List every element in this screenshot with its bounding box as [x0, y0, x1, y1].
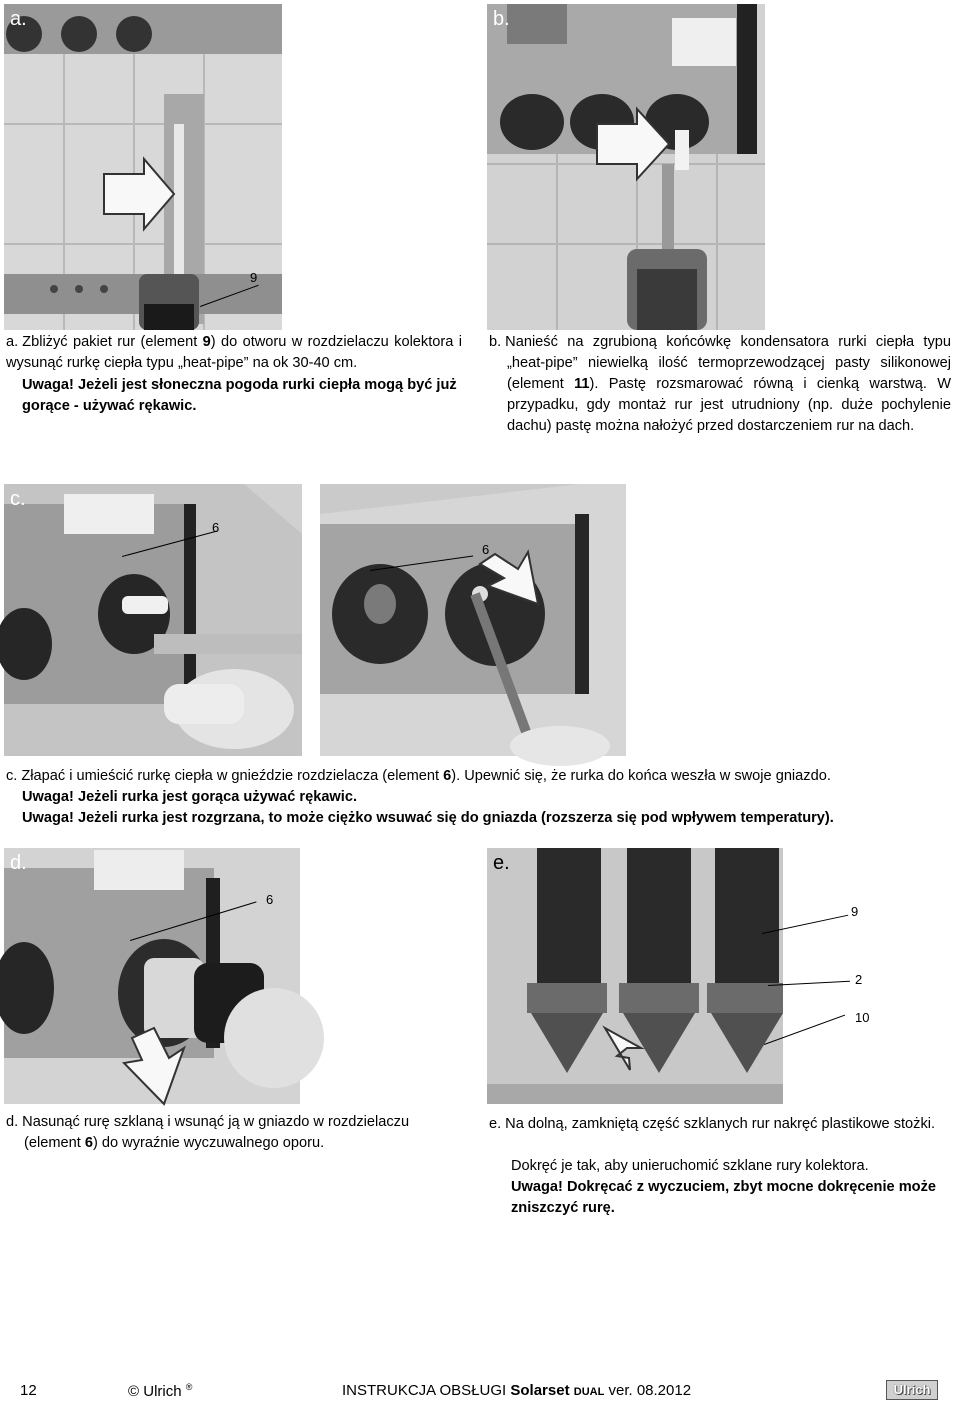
- callout-9: 9: [851, 904, 859, 919]
- photo-c-right-image: [320, 484, 626, 756]
- caption-d-text-post: ) do wyraźnie wyczuwalnego oporu.: [92, 1135, 325, 1151]
- footer-brand: Ulrich: [143, 1383, 182, 1400]
- caption-e-warning-text: Uwaga! Dokręcać z wyczuciem, zbyt mocne dokręcenie może zniszczyć rurę.: [511, 1179, 936, 1216]
- photo-c-letter: c.: [10, 488, 26, 510]
- caption-d-element-number: 6: [84, 1135, 93, 1151]
- page-number: 12: [20, 1382, 37, 1399]
- ulrich-logo: Ulrich: [886, 1380, 938, 1400]
- photo-d: [4, 848, 300, 1104]
- caption-c-text-post: ). Upewnić się, że rurka do końca weszła w swoje gniazdo.: [451, 768, 831, 784]
- registered-mark: ®: [185, 1382, 193, 1392]
- caption-c-warning-2-text: Uwaga! Jeżeli rurka jest rozgrzana, to może ciężko wsuwać się do gniazda (rozszerza się pod wpływem temperatury).: [22, 810, 834, 826]
- caption-d: [6, 1112, 466, 1154]
- caption-d-lead: d.: [6, 1114, 19, 1130]
- footer-product-suffix: DUAL: [573, 1386, 605, 1398]
- photo-c-right: [320, 484, 626, 756]
- photo-c-left-image: [4, 484, 302, 756]
- caption-e-lead: e.: [489, 1116, 502, 1132]
- caption-c-warning-2: [22, 808, 960, 829]
- callout-6: 6: [482, 542, 490, 557]
- photo-c-left: [4, 484, 302, 756]
- caption-a-text-post: ) do otworu w rozdzielaczu kolektora i wysunąć rurkę ciepła typu „heat-pipe” na ok 30-40 cm.: [6, 334, 462, 371]
- callout-10: 10: [855, 1010, 870, 1025]
- caption-c-warning-1: [22, 787, 952, 808]
- photo-e: [487, 848, 870, 1104]
- photo-d-letter: d.: [10, 852, 27, 874]
- footer-product: Solarset: [510, 1382, 570, 1399]
- caption-a-warning-text: Uwaga! Jeżeli jest słoneczna pogoda rurki ciepła mogą być już gorące - używać rękawic.: [22, 377, 457, 414]
- photo-a-letter: a.: [10, 8, 27, 30]
- caption-c: [6, 766, 956, 787]
- copyright-symbol: ©: [128, 1383, 140, 1400]
- photo-a: [4, 4, 282, 330]
- caption-c-warning-1-text: Uwaga! Jeżeli rurka jest gorąca używać rękawic.: [22, 789, 358, 805]
- caption-c-element-number: 6: [443, 768, 452, 784]
- callout-6: 6: [212, 520, 220, 535]
- callout-9: 9: [250, 270, 258, 285]
- caption-a-element-number: 9: [202, 334, 211, 350]
- caption-b-text-pre: Nanieść na zgrubioną końcówkę kondensatora rurki ciepła typu „heat-pipe” niewielką ilość termoprzewodzącej pasty silikonowej (element: [505, 334, 951, 392]
- caption-a-lead: a.: [6, 334, 19, 350]
- caption-e-text-1: Na dolną, zamkniętą część szklanych rur nakręć plastikowe stożki.: [505, 1116, 936, 1132]
- callout-2: 2: [855, 972, 863, 987]
- caption-d-text-pre: Nasunąć rurę szklaną i wsunąć ją w gniazdo w rozdzielaczu (element: [22, 1114, 410, 1151]
- caption-b-element-number: 11: [574, 376, 590, 392]
- photo-b-image: [487, 4, 765, 330]
- photo-d-image: [4, 848, 300, 1104]
- footer-copyright: [128, 1382, 192, 1400]
- caption-e-text-2: Dokręć je tak, aby unieruchomić szklane rury kolektora.: [511, 1158, 869, 1174]
- caption-e: [489, 1114, 959, 1135]
- caption-c-lead: c.: [6, 768, 18, 784]
- caption-e-warning: [511, 1177, 959, 1219]
- photo-e-letter: e.: [493, 852, 510, 874]
- photo-e-image: [487, 848, 783, 1104]
- caption-b-text-post: ). Pastę rozsmarować równą i cienką warstwą. W przypadku, gdy montaż rur jest utrudniony (np. duże pochylenie dachu) pastę można nałożyć przed dostarczeniem rur na dach.: [507, 376, 951, 434]
- caption-a-warning: [22, 375, 462, 417]
- photo-a-image: [4, 4, 282, 330]
- caption-a-text-pre: Zbliżyć pakiet rur (element: [22, 334, 203, 350]
- footer-title-pre: INSTRUKCJA OBSŁUGI: [342, 1382, 511, 1399]
- footer-version: ver. 08.2012: [608, 1382, 692, 1399]
- caption-a: [6, 332, 462, 374]
- photo-b-letter: b.: [493, 8, 510, 30]
- caption-e-line-2: [511, 1156, 959, 1177]
- photo-b: [487, 4, 765, 330]
- caption-c-text-pre: Złapać i umieścić rurkę ciepła w gnieździe rozdzielacza (element: [21, 768, 444, 784]
- caption-b: [489, 332, 951, 437]
- callout-6: 6: [266, 892, 274, 907]
- caption-b-lead: b.: [489, 334, 502, 350]
- footer-title: [342, 1382, 691, 1399]
